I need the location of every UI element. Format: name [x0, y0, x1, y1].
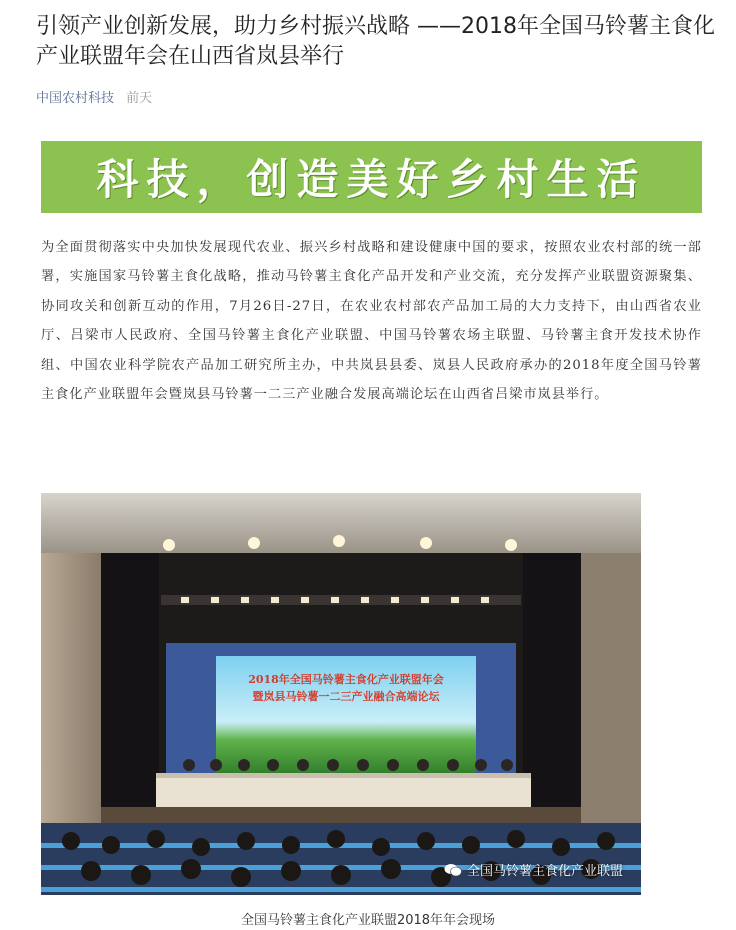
slogan-banner — [41, 141, 702, 213]
screen-title-line2: 暨岚县马铃薯一二三产业融合高端论坛 — [252, 690, 440, 703]
watermark-text: 全国马铃薯主食化产业联盟 — [466, 864, 623, 879]
photo-caption: 全国马铃薯主食化产业联盟2018年年会现场 — [240, 913, 496, 928]
photo-watermark — [444, 860, 623, 879]
conference-hall-illustration — [41, 493, 641, 895]
banner-slogan: 科技，创造美好乡村生活 — [96, 155, 647, 204]
wechat-icon — [444, 863, 462, 877]
publish-time: 前天 — [126, 91, 153, 106]
conference-photo[interactable] — [41, 493, 641, 895]
article-meta — [36, 90, 152, 108]
article-title: 引领产业创新发展，助力乡村振兴战略 ——2018年全国马铃薯主食化产业联盟年会在山西省岚县举行 — [36, 14, 715, 69]
screen-title-line1: 2018年全国马铃薯主食化产业联盟年会 — [248, 673, 444, 686]
account-name-link[interactable]: 中国农村科技 — [36, 91, 115, 106]
article-paragraph: 为全面贯彻落实中央加快发展现代农业、振兴乡村战略和建设健康中国的要求，按照农业农村部的统一部署，实施国家马铃薯主食化战略，推动马铃薯主食化产品开发和产业交流，充分发挥产业联盟资源聚集、协同攻关和创新互动的作用，7月26日-27日，在农业农村部农产品加工局的大力支持下，由山西省农业厅、吕梁市人民政府、全国马铃薯主食化产业联盟、中国马铃薯农场主联盟、马铃薯主食开发技术协作组、中国农业科学院农产品加工研究所主办，中共岚县县委、岚县人民政府承办的2018年度全国马铃薯主食化产业联盟年会暨岚县马铃薯一二三产业融合发展高端论坛在山西省吕梁市岚县举行。 — [41, 240, 702, 403]
